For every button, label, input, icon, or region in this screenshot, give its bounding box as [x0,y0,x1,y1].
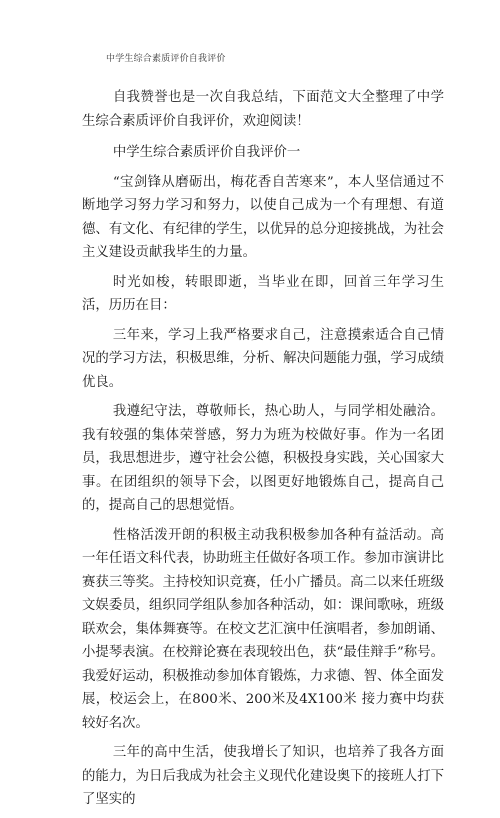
page-header: 中学生综合素质评价自我评价 [106,54,226,64]
section-title: 中学生综合素质评价自我评价一 [112,145,301,160]
body-paragraph-2: 时光如梭，转眼即逝，当毕业在即，回首三年学习生活，历历在目： [82,274,444,313]
body-paragraph-6: 三年的高中生活，使我增长了知识，也培养了我各方面的能力，为日后我成为社会主义现代化建设奥下的接班人打下了坚实的 [82,745,444,807]
body-paragraph-5: 性格活泼开朗的积极主动我积极参加各种有益活动。高一年任语文科代表，协助班主任做好各项工作。参加市演讲比赛获三等奖。主持校知识竞赛，任小广播员。高二以来任班级文娱委员，组织同学组队参加各种活动，如：课间歌咏，班级联欢会，集体舞赛等。在校文艺汇演中任演唱者，参加朗诵、小提琴表演。在校辩论赛在表现较出色，获“最佳辩手”称号。我爱好运动，积极推动参加体育锻炼，力求德、智、体全面发展，校运会上，在800米、200米及4X100米 接力赛中均获较好名次。 [82,527,444,731]
intro-paragraph: 自我赞誉也是一次自我总结，下面范文大全整理了中学生综合素质评价自我评价，欢迎阅读！ [82,90,444,129]
body-paragraph-1: “宝剑锋从磨砺出，梅花香自苦寒来”，本人坚信通过不断地学习努力学习和努力，以使自己成为一个有理想、有道德、有文化、有纪律的学生，以优异的总分迎接挑战，为社会主义建设贡献我毕生的力量。 [82,174,444,260]
document-body [82,86,444,818]
body-paragraph-3: 三年来，学习上我严格要求自己，注意摸索适合自己情况的学习方法，积极思维，分析、解决问题能力强，学习成绩优良。 [82,327,444,390]
body-paragraph-4: 我遵纪守法，尊敬师长，热心助人，与同学相处融洽。我有较强的集体荣誉感，努力为班为校做好事。作为一名团员，我思想进步，遵守社会公德，积极投身实践，关心国家大事。在团组织的领导下会，以图更好地锻炼自己，提高自己的，提高自己的思想觉悟。 [82,404,444,513]
